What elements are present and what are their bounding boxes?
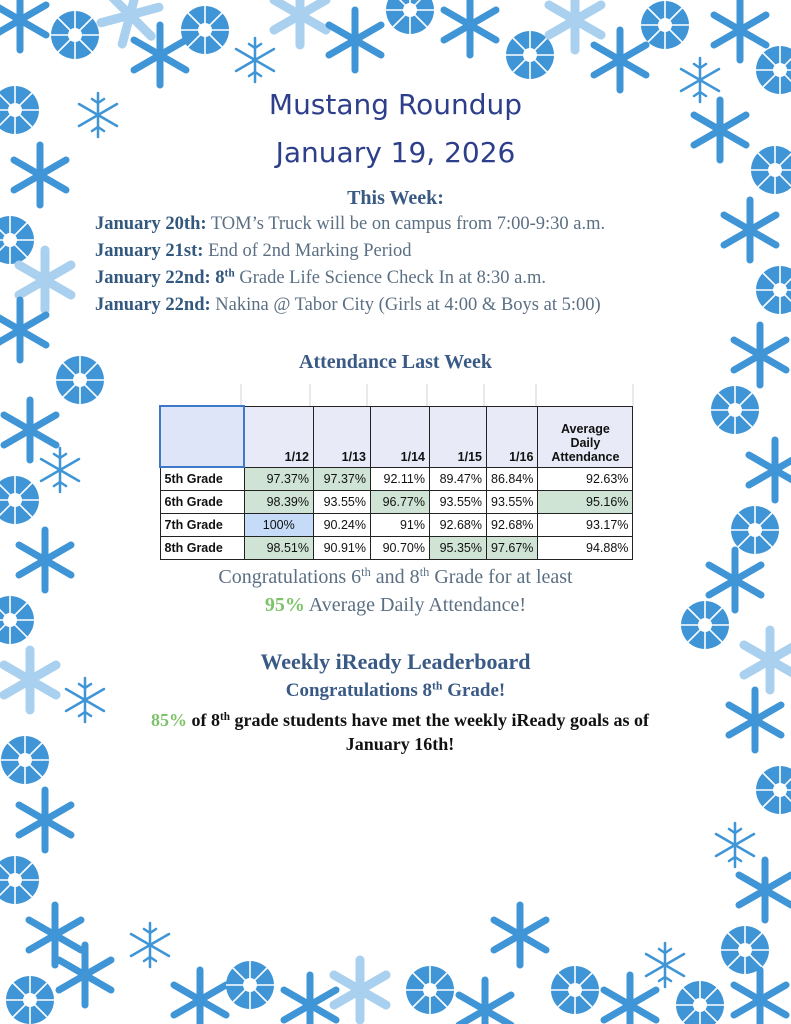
attendance-heading: Attendance Last Week <box>299 351 492 373</box>
row-header: 7th Grade <box>160 514 244 537</box>
table-cell: 97.37% <box>314 467 371 491</box>
table-cell: 92.68% <box>430 514 487 537</box>
table-cell: 98.51% <box>244 537 314 560</box>
column-header: 1/13 <box>314 406 371 467</box>
table-cell: 93.55% <box>487 491 538 514</box>
table-header-row <box>160 406 633 467</box>
table-cell: 95.16% <box>538 491 633 514</box>
iready-message: 85% of 8th grade students have met the weekly iReady goals as of January 16th! <box>151 710 649 754</box>
table-corner-cell <box>160 406 244 467</box>
this-week-heading: This Week: <box>347 187 444 209</box>
column-header: 1/15 <box>430 406 487 467</box>
table-row <box>160 467 633 491</box>
column-header: 1/12 <box>244 406 314 467</box>
event-item: January 20th: TOM’s Truck will be on campus from 7:00-9:30 a.m. <box>95 214 606 234</box>
table-cell: 100% <box>244 514 314 537</box>
table-cell: 96.77% <box>371 491 430 514</box>
table-cell: 91% <box>371 514 430 537</box>
table-cell: 89.47% <box>430 467 487 491</box>
column-header-average: Average Daily Attendance <box>538 406 633 467</box>
table-cell: 93.55% <box>314 491 371 514</box>
attendance-congrats-line2: 95% Average Daily Attendance! <box>264 594 527 616</box>
event-item: January 22nd: Nakina @ Tabor City (Girls at 4:00 & Boys at 5:00) <box>95 295 601 315</box>
event-item: January 22nd: 8th Grade Life Science Check In at 8:30 a.m. <box>95 267 547 288</box>
table-row <box>160 491 633 514</box>
table-cell: 92.63% <box>538 467 633 491</box>
column-header: 1/14 <box>371 406 430 467</box>
event-item: January 21st: End of 2nd Marking Period <box>95 241 412 261</box>
table-cell: 86.84% <box>487 467 538 491</box>
table-cell: 98.39% <box>244 491 314 514</box>
iready-subheading: Congratulations 8th Grade! <box>285 679 506 701</box>
row-header: 5th Grade <box>160 467 244 491</box>
row-header: 8th Grade <box>160 537 244 560</box>
table-cell: 92.68% <box>487 514 538 537</box>
attendance-table <box>159 405 633 560</box>
table-cell: 94.88% <box>538 537 633 560</box>
spreadsheet-gridlines <box>159 384 634 406</box>
newsletter-title: Mustang Roundup <box>268 88 523 121</box>
table-cell: 90.24% <box>314 514 371 537</box>
newsletter-date: January 19, 2026 <box>275 136 516 169</box>
iready-heading: Weekly iReady Leaderboard <box>260 649 531 674</box>
table-cell: 90.70% <box>371 537 430 560</box>
table-cell: 97.37% <box>244 467 314 491</box>
table-cell: 93.17% <box>538 514 633 537</box>
table-cell: 93.55% <box>430 491 487 514</box>
table-row <box>160 514 633 537</box>
table-cell: 92.11% <box>371 467 430 491</box>
table-row <box>160 537 633 560</box>
table-cell: 95.35% <box>430 537 487 560</box>
row-header: 6th Grade <box>160 491 244 514</box>
attendance-congrats: Congratulations 6th and 8th Grade for at least <box>218 565 573 588</box>
table-cell: 97.67% <box>487 537 538 560</box>
table-cell: 90.91% <box>314 537 371 560</box>
column-header: 1/16 <box>487 406 538 467</box>
